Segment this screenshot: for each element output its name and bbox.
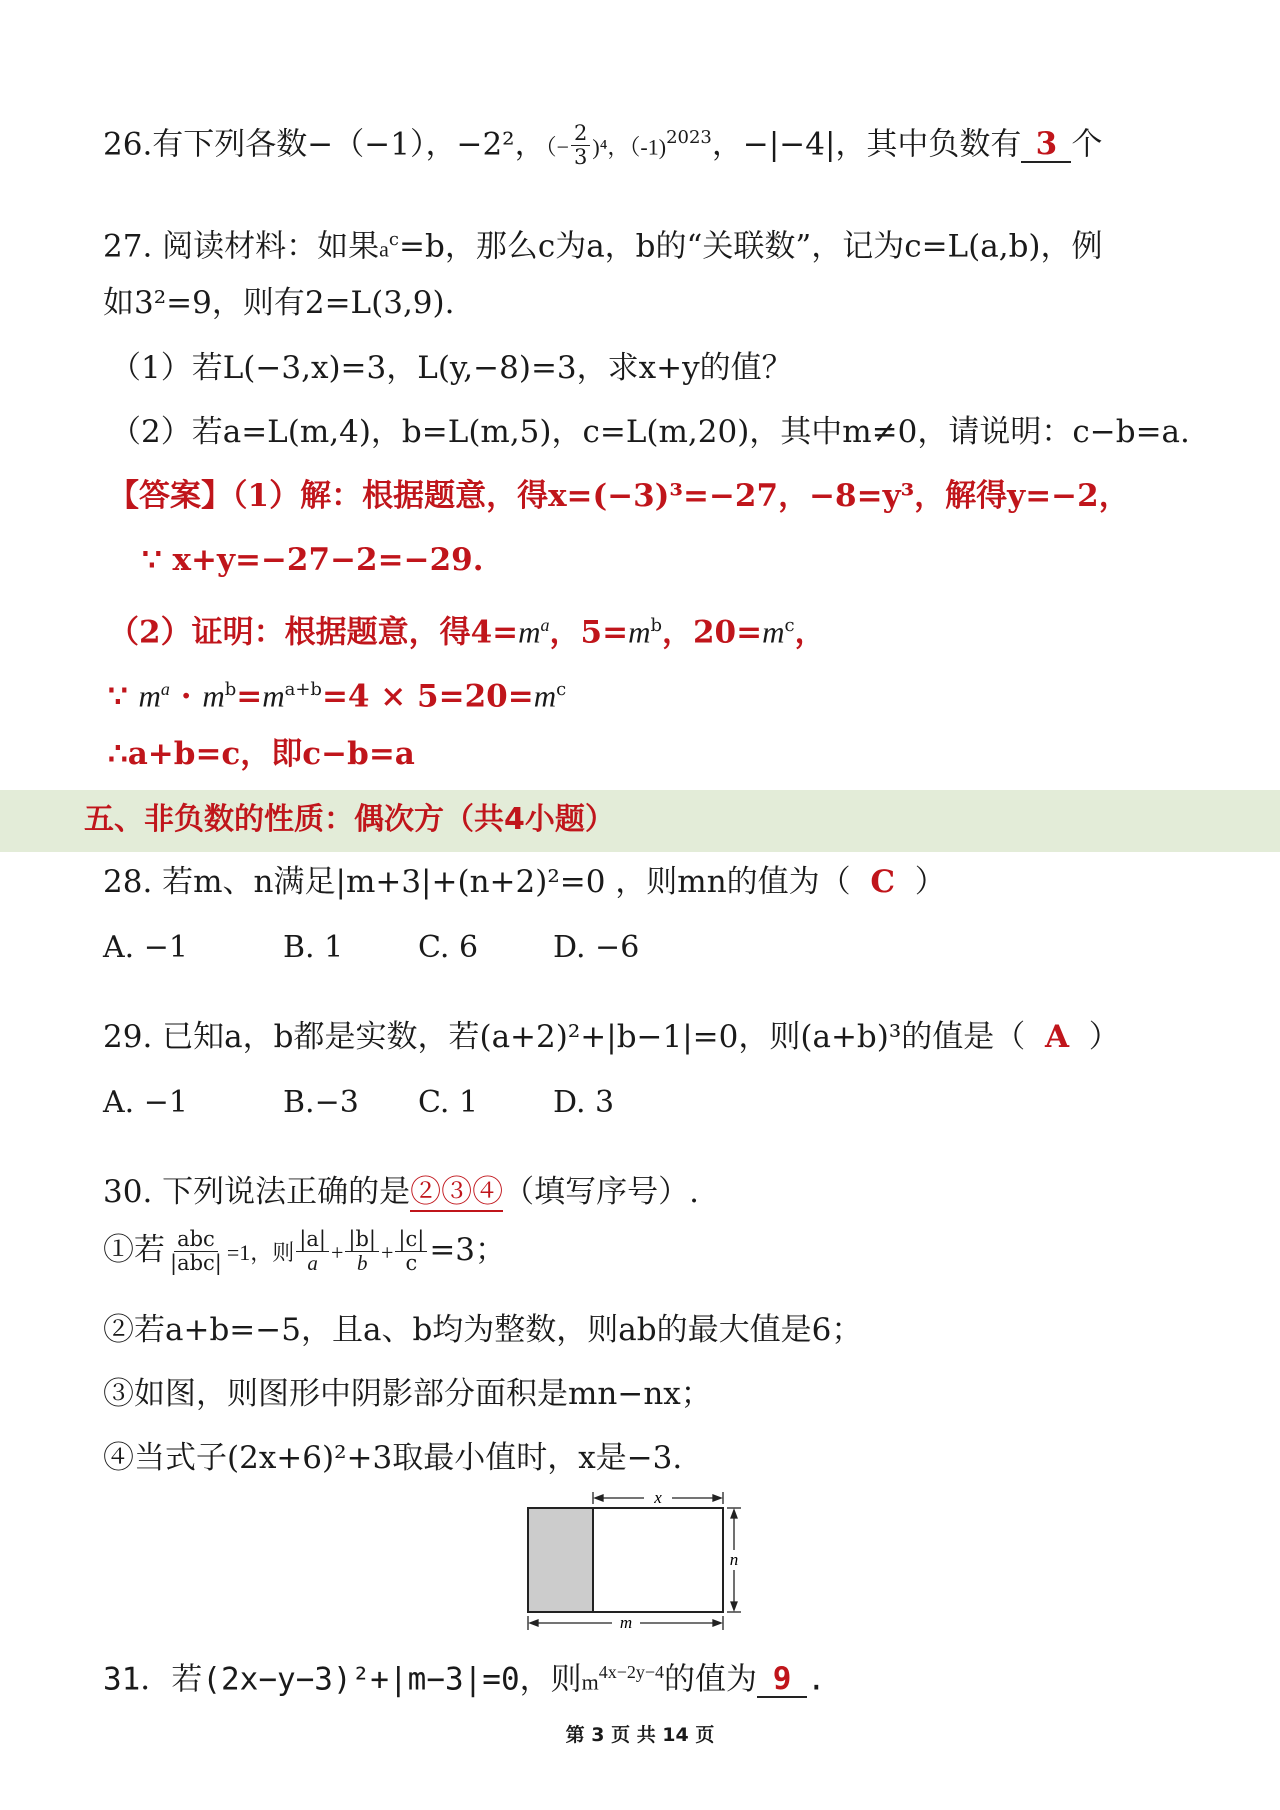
q29-option-c: C. 1 (418, 1085, 479, 1120)
page-footer: 第 3 页 共 14 页 (565, 1724, 715, 1746)
q27-ans4-m3: m (262, 678, 285, 714)
q30-stem-a: 30. 下列说法正确的是 (103, 1174, 411, 1210)
q29-close: ） (1088, 1019, 1120, 1055)
q28-option-b: B. 1 (283, 930, 344, 965)
q27-answer-5: ∴a+b=c，即c−b=a (108, 736, 415, 772)
label-m: m (619, 1613, 633, 1632)
q28-option-a: A. −1 (103, 930, 188, 965)
q31-end: . (807, 1661, 826, 1698)
q27-ans4-a: ∵ (108, 678, 128, 715)
q27-ans4-m4: m (533, 678, 557, 714)
q27-line1-exp: c (388, 229, 400, 250)
q27-answer-4 (108, 667, 566, 718)
q27-line1-a: 27. 阅读材料：如果 (103, 228, 380, 265)
q27-line1-ac: a (379, 236, 389, 262)
q30-stem (103, 1170, 699, 1214)
q30-s1-f1-num: |a| (296, 1228, 329, 1252)
label-n: n (729, 1550, 739, 1569)
q27-line1-b: =b，那么c为a，b的“关联数”，记为c=L(a,b)，例 (399, 228, 1103, 265)
q30-s1-frac-c (395, 1228, 427, 1275)
q30-answer: ②③④ (410, 1174, 504, 1210)
q26-line (103, 116, 1102, 169)
q27-answer-2: ∵ x+y=−27−2=−29. (142, 542, 484, 578)
label-x: x (654, 1488, 662, 1507)
q30-s1-f2-den: b (356, 1251, 368, 1275)
q27-ans4-exp-ab: a+b (284, 679, 322, 700)
q31-text: 31．若(2x−y−3)²+|m−3|=0，则 (103, 1661, 582, 1698)
q31-answer: 9 (757, 1662, 807, 1698)
q27-answer-1: 【答案】（1）解：根据题意，得x=(−3)³=−27，−8=y³，解得y=−2， (108, 478, 1130, 514)
q31-base: m (581, 1669, 599, 1695)
q30-statement-3: ③如图，则图形中阴影部分面积是mn−nx； (103, 1376, 712, 1412)
q29-option-d: D. 3 (553, 1085, 615, 1120)
q27-line1 (103, 218, 1103, 271)
q28-close: ） (914, 864, 946, 900)
q27-ans4-b: · (169, 678, 203, 715)
q30-statement-1 (103, 1228, 506, 1275)
q26-frac-den: 3 (574, 145, 588, 170)
q27-ans3-m1: m (518, 614, 541, 650)
q30-s1-tail: =3； (429, 1232, 507, 1268)
q30-s1-f3-num: |c| (395, 1228, 427, 1252)
q30-s1-eq: =1，则 (226, 1240, 295, 1265)
q30-s1-f3-den: c (405, 1251, 418, 1275)
q30-s1-frac (167, 1228, 225, 1275)
section-title: 五、非负数的性质：偶次方（共4小题） (84, 802, 615, 837)
q27-ans4-d: =4 × 5=20= (321, 678, 534, 715)
q27-ans3-exp-a: a (540, 615, 550, 635)
q30-s1-f2-num: |b| (345, 1228, 379, 1252)
q28-answer: C (870, 864, 896, 900)
q28-option-c: C. 6 (418, 930, 479, 965)
q27-ans3-a: （2）证明：根据题意，得4= (108, 614, 519, 651)
q30-s1-frac-a (296, 1228, 329, 1275)
q30-stem-b: （填写序号）. (503, 1174, 700, 1210)
q27-ans4-exp-c: c (556, 679, 567, 700)
q30-s1-num: abc (174, 1228, 218, 1252)
q27-part1: （1）若L(−3,x)=3，L(y,−8)=3，求x+y的值？ (110, 350, 793, 386)
q29-stem-text: 29. 已知a，b都是实数，若(a+2)²+|b−1|=0，则(a+b)³的值是（ (103, 1019, 1026, 1055)
q26-frac-exp: )⁴， (592, 134, 630, 160)
q31-tail: 的值为 (664, 1661, 758, 1698)
q30-s1-frac-b (345, 1228, 379, 1275)
q27-line2: 如3²=9，则有2=L(3,9). (103, 285, 455, 321)
q26-frac-num: 2 (571, 122, 590, 146)
q29-option-b: B.−3 (283, 1085, 359, 1120)
q31-line (103, 1650, 826, 1704)
q27-ans3-m3: m (762, 614, 785, 650)
q26-text: 26.有下列各数−（−1），−2²， (103, 126, 546, 163)
q30-statement-4: ④当式子(2x+6)²+3取最小值时，x是−3. (103, 1440, 683, 1476)
q30-statement-2: ②若a+b=−5，且a、b均为整数，则ab的最大值是6； (103, 1312, 863, 1348)
q29-answer: A (1045, 1019, 1070, 1055)
q26-fraction (571, 122, 590, 169)
q30-s1-den: |abc| (170, 1251, 222, 1275)
q28-stem (103, 860, 946, 904)
q26-answer: 3 (1021, 127, 1071, 163)
q27-ans3-exp-c: c (784, 615, 795, 636)
q28-option-d: D. −6 (553, 930, 640, 965)
q27-ans3-d: ， (794, 614, 826, 651)
q30-s1-plus-2: + (380, 1240, 394, 1265)
q27-ans3-exp-b: b (650, 615, 662, 636)
shaded-region (528, 1508, 593, 1612)
q27-ans4-exp-b: b (224, 679, 237, 700)
q31-exp: 4x−2y−4 (598, 1662, 665, 1682)
q30-figure (520, 1488, 780, 1638)
q26-term: （-1) (629, 134, 667, 160)
q26-end: 个 (1071, 126, 1103, 163)
q27-part2: （2）若a=L(m,4)，b=L(m,5)，c=L(m,20)，其中m≠0，请说明：c−b=a. (110, 414, 1190, 450)
q26-frac-prefix: （− (545, 134, 570, 160)
q26-term-exp: 2023 (666, 127, 712, 148)
q27-ans4-m1: m (138, 678, 161, 714)
q30-s1-f1-den: a (307, 1251, 318, 1275)
q27-ans4-exp-a: a (160, 679, 170, 699)
q30-s1-a: ①若 (103, 1232, 165, 1268)
q27-ans3-c: ，20= (661, 614, 763, 651)
q26-tail: ，−|−4|，其中负数有 (711, 126, 1022, 163)
q29-option-a: A. −1 (103, 1085, 188, 1120)
q27-ans4-m2: m (202, 678, 225, 714)
q28-stem-text: 28. 若m、n满足|m+3|+(n+2)²=0 ，则mn的值为（ (103, 864, 851, 900)
q27-ans4-c: = (236, 678, 263, 715)
q29-stem (103, 1015, 1120, 1059)
q30-s1-plus-1: + (330, 1240, 344, 1265)
q27-answer-3 (108, 603, 826, 654)
q27-ans3-b: ，5= (549, 614, 629, 651)
q27-ans3-m2: m (628, 614, 651, 650)
